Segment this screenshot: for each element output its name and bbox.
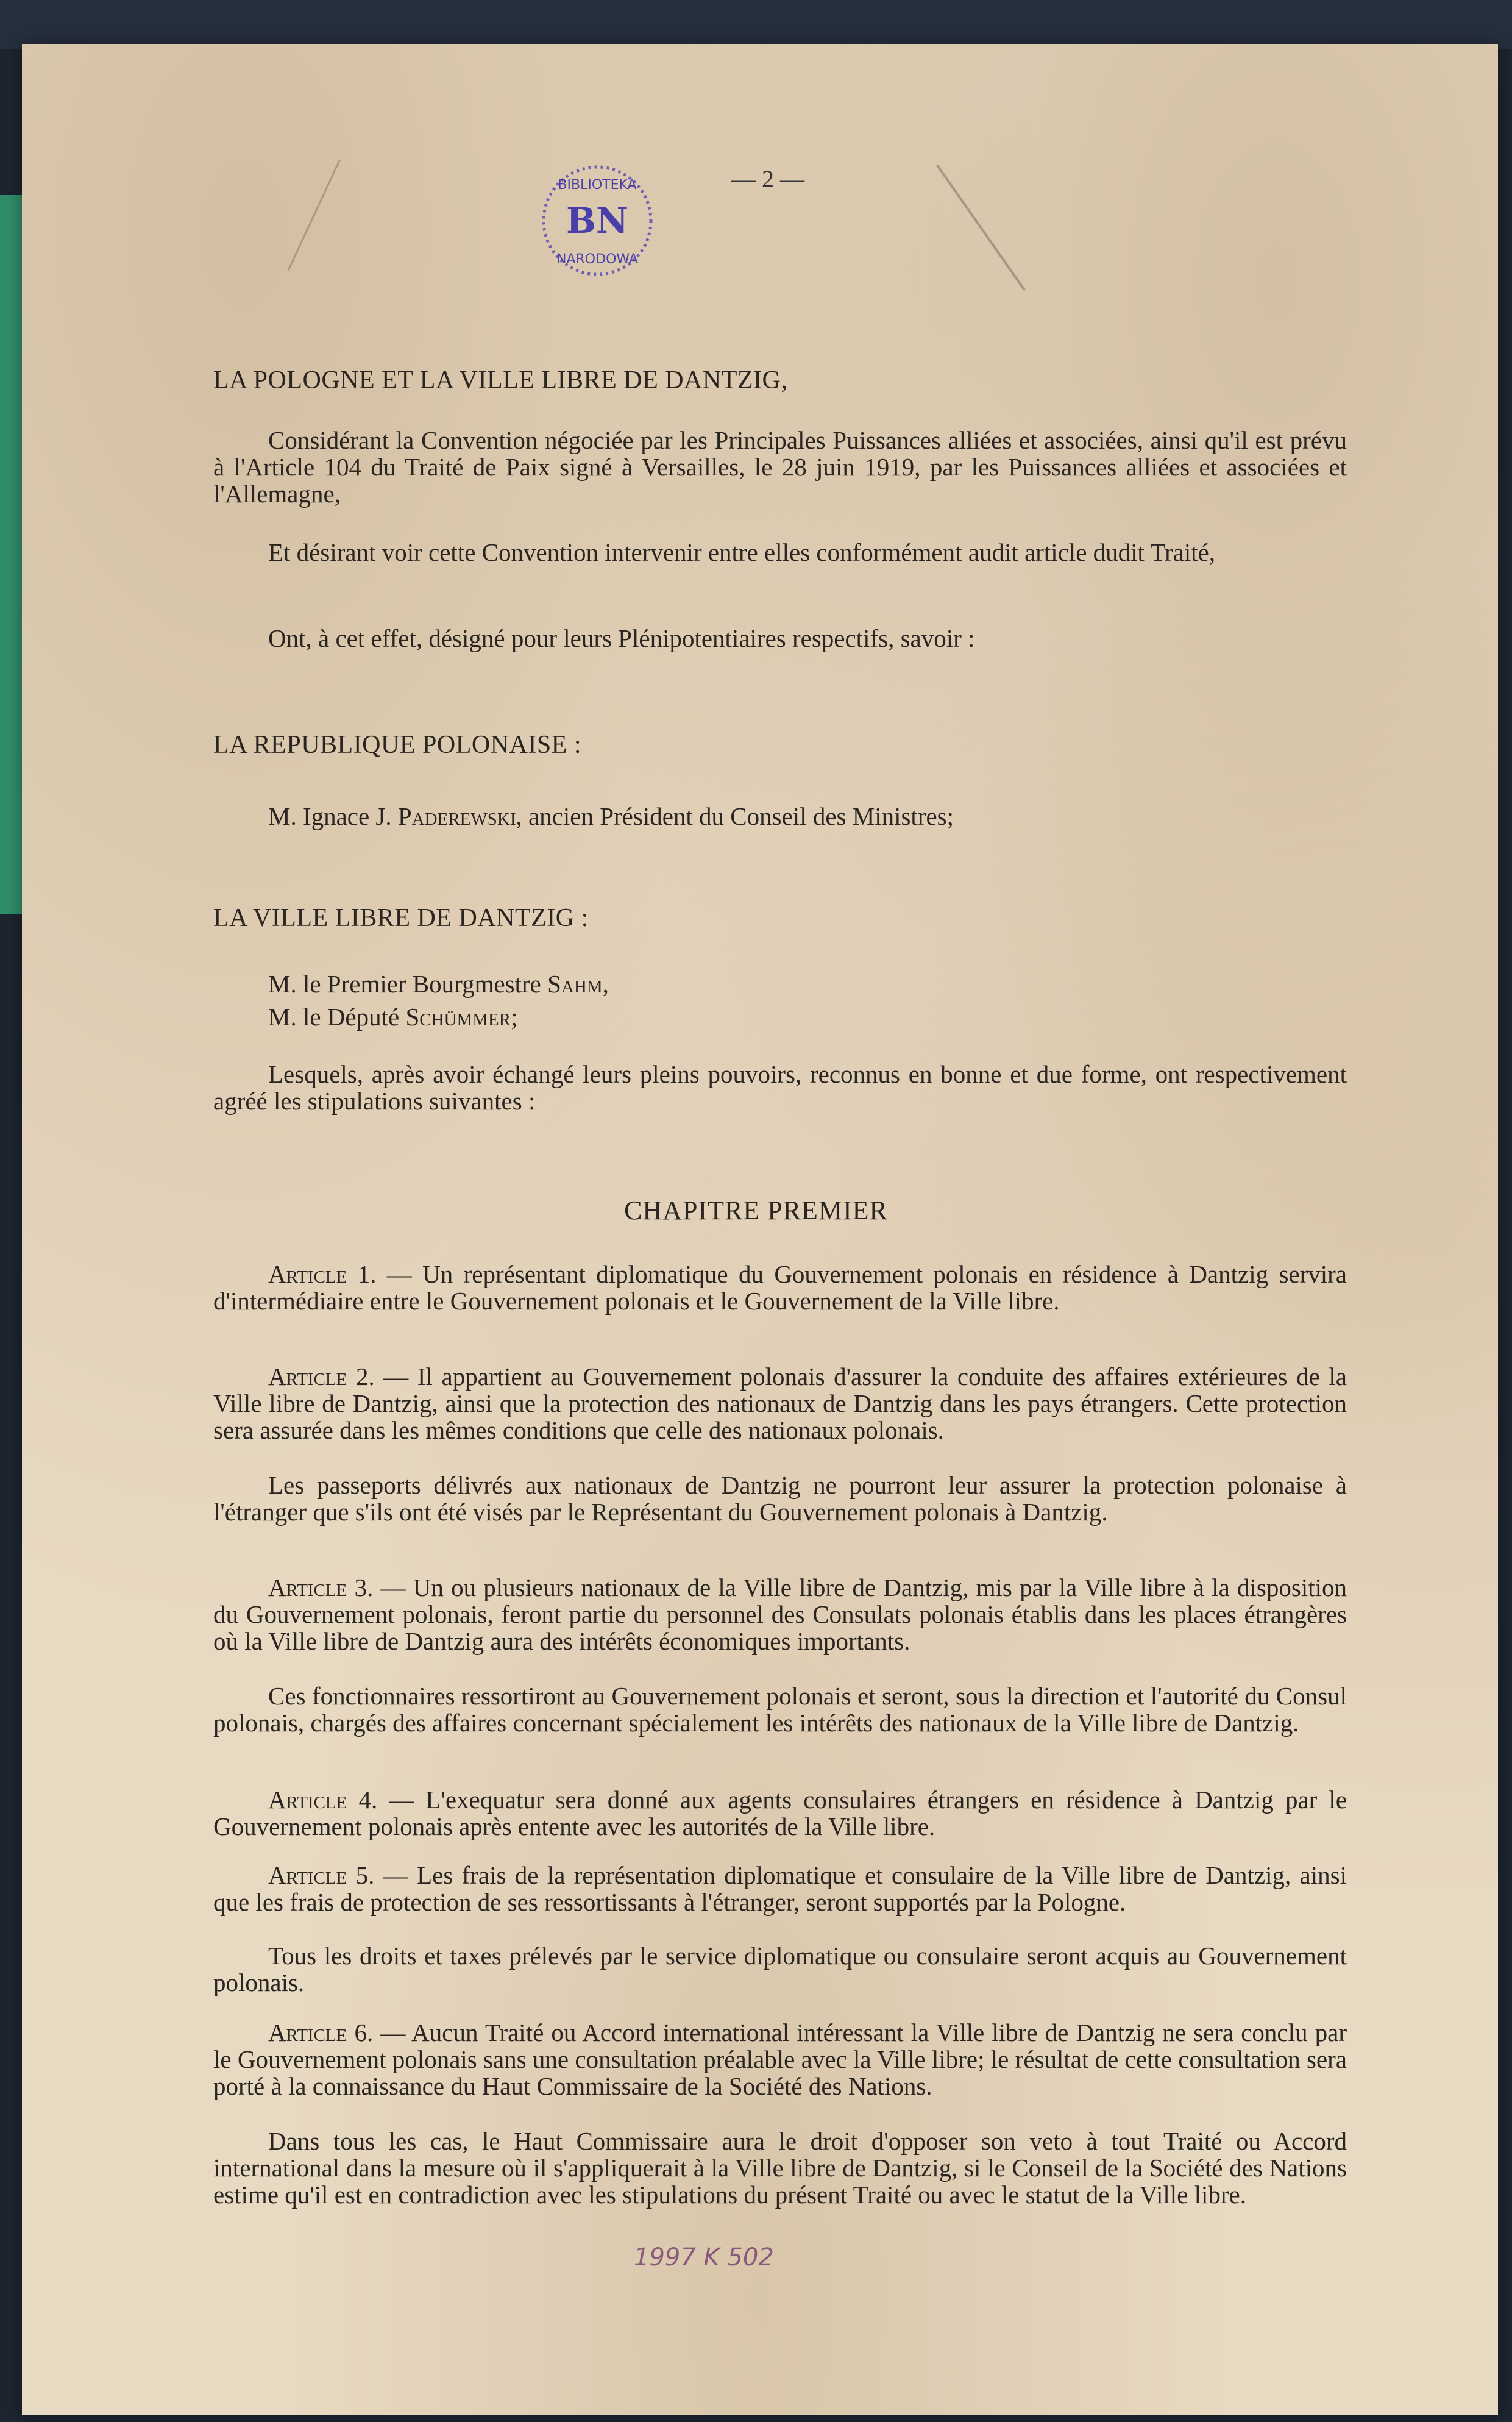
article-label: Article 6.: [268, 2018, 374, 2046]
article-1: Article 1. — Un représentant diplomatique du Gouvernement polonais en résidence à Dantzig servira d'intermédiaire entre le Gouvernement polonais et le Gouvernement de la Ville libre.: [213, 1260, 1347, 1315]
chapter-title: CHAPITRE PREMIER: [624, 1195, 888, 1225]
closing-paragraph: Lesquels, après avoir échangé leurs pleins pouvoirs, reconnus en bonne et due forme, ont respectivement agréé les stipulations suivantes :: [213, 1060, 1347, 1115]
article-6: Article 6. — Aucun Traité ou Accord international intéressant la Ville libre de Dantzig ne sera conclu par le Gouvernement polonais sans une consultation préalable avec la Ville libre; le résultat de cette consultation sera porté à la connaissance du Haut Commissaire de la Société des Nations.: [213, 2018, 1347, 2100]
page-number: — 2 —: [731, 165, 804, 193]
stamp-center-text: BN: [566, 200, 629, 241]
danzig-delegate: M. le Député Schümmer;: [268, 1003, 518, 1031]
preamble-paragraph: Ont, à cet effet, désigné pour leurs Plénipotentiaires respectifs, savoir :: [268, 624, 975, 652]
paper-crease: [287, 160, 340, 271]
article-2-extra: Les passeports délivrés aux nationaux de Dantzig ne pourront leur assurer la protection polonaise à l'étranger que s'ils ont été visés par le Représentant du Gouvernement polonais à Dantzig.: [213, 1471, 1347, 1526]
danzig-heading: LA VILLE LIBRE DE DANTZIG :: [213, 904, 589, 932]
article-6-extra: Dans tous les cas, le Haut Commissaire aura le droit d'opposer son veto à tout Traité ou Accord international dans la mesure où il s'appliquerait à la Ville libre de Dantzig, si le Conseil de la Société des Nations estime qu'il est en contradiction avec les stipulations du présent Traité ou avec le statut de la Ville libre.: [213, 2127, 1347, 2209]
preamble-paragraph: Et désirant voir cette Convention intervenir entre elles conformément audit article dudit Traité,: [268, 538, 1216, 566]
handwritten-note: 1997 K 502: [634, 2243, 774, 2271]
preamble-paragraph: Considérant la Convention négociée par les Principales Puissances alliées et associées, ainsi qu'il est prévu à l'Article 104 du Traité de Paix signé à Versailles, le 28 juin 1919, par les Puissances alliées et associées et l'Allemagne,: [213, 426, 1347, 508]
article-label: Article 2.: [268, 1362, 375, 1391]
article-label: Article 3.: [268, 1573, 374, 1601]
article-5: Article 5. — Les frais de la représentation diplomatique et consulaire de la Ville libre de Dantzig, ainsi que les frais de protection de ses ressortissants à l'étranger, seront supportés par la Pologne.: [213, 1861, 1347, 1916]
article-3-extra: Ces fonctionnaires ressortiront au Gouvernement polonais et seront, sous la direction et l'autorité du Consul polonais, chargés des affaires concernant spécialement les intérêts des nationaux de la Ville libre de Dantzig.: [213, 1682, 1347, 1737]
article-5-extra: Tous les droits et taxes prélevés par le service diplomatique ou consulaire seront acquis au Gouvernement polonais.: [213, 1942, 1347, 1996]
stamp-top-text: BIBLIOTEKA: [558, 177, 637, 193]
preamble-heading: LA POLOGNE ET LA VILLE LIBRE DE DANTZIG,: [213, 366, 788, 394]
article-2: Article 2. — Il appartient au Gouvernement polonais d'assurer la conduite des affaires extérieures de la Ville libre de Dantzig, ainsi que la protection des nationaux de Dantzig dans les pays étrangers. Cette protection sera assurée dans les mêmes conditions que celle des nationaux polonais.: [213, 1362, 1347, 1444]
paper-crease: [936, 165, 1026, 291]
delegate-name: Paderewski: [397, 802, 516, 830]
danzig-delegate: M. le Premier Bourgmestre Sahm,: [268, 970, 609, 998]
article-4: Article 4. — L'exequatur sera donné aux agents consulaires étrangers en résidence à Dantzig par le Gouvernement polonais après entente avec les autorités de la Ville libre.: [213, 1786, 1347, 1840]
library-stamp: [536, 160, 658, 282]
poland-delegate: M. Ignace J. Paderewski, ancien Président du Conseil des Ministres;: [268, 802, 954, 830]
delegate-name: Schümmer: [405, 1003, 511, 1031]
scanner-background-top: [0, 0, 1512, 49]
stamp-bottom-text: NARODOWA: [556, 252, 638, 267]
poland-heading: LA REPUBLIQUE POLONAISE :: [213, 731, 582, 759]
article-label: Article 5.: [268, 1861, 375, 1889]
article-label: Article 4.: [268, 1786, 378, 1814]
article-label: Article 1.: [268, 1260, 377, 1288]
delegate-name: Sahm: [547, 970, 603, 998]
article-3: Article 3. — Un ou plusieurs nationaux de la Ville libre de Dantzig, mis par la Ville libre à la disposition du Gouvernement polonais, feront partie du personnel des Consulats polonais établis dans les places étrangères où la Ville libre de Dantzig aura des intérêts économiques importants.: [213, 1573, 1347, 1655]
